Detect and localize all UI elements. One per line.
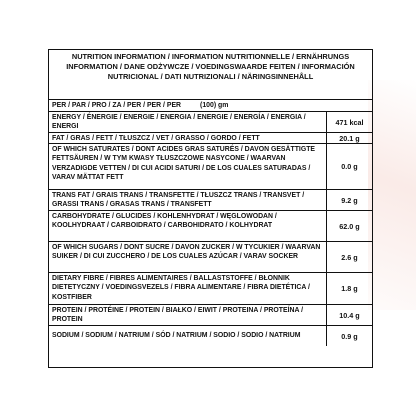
background-decoration	[368, 80, 416, 310]
nutrient-name: FAT / GRAS / FETT / TŁUSZCZ / VET / GRASSO / GORDO / FETT	[52, 135, 260, 142]
per-serving-row	[49, 100, 372, 112]
nutrient-row-energy	[49, 112, 372, 133]
nutrient-name: PROTEIN / PROTÉINE / PROTEIN / BIAŁKO / EIWIT / PROTEINA / PROTEÍNA / PROTEIN	[52, 307, 304, 324]
nutrient-row-fat	[49, 133, 372, 144]
nutrient-name: DIETARY FIBRE / FIBRES ALIMENTAIRES / BALLASTSTOFFE / BŁONNIK DIETETYCZNY / VOEDINGSVEZELS / FIBRA ALIMENTARE / FIBRA DIETÉTICA / KOSTFIBER	[52, 275, 310, 301]
nutrient-row-sodium	[49, 326, 372, 346]
nutrient-value: 62.0 g	[326, 211, 372, 241]
nutrient-name: OF WHICH SUGARS / DONT SUCRE / DAVON ZUCKER / W TYCUKIER / WAARVAN SUIKER / DI CUI ZUCCHERO / DE LOS CUALES AZÚCAR / VARAV SOCKER	[52, 244, 321, 261]
nutrient-value: 10.4 g	[326, 305, 372, 325]
nutrient-row-trans-fat	[49, 190, 372, 211]
nutrient-row-dietary-fibre	[49, 273, 372, 305]
nutrient-row-saturates	[49, 144, 372, 190]
nutrient-value: 2.6 g	[326, 242, 372, 272]
nutrient-name: CARBOHYDRATE / GLUCIDES / KOHLENHYDRAT / WĘGLOWODAN / KOOLHYDRAAT / CARBOIDRATO / CARBOHIDRATO / KOLHYDRAT	[52, 213, 277, 230]
nutrient-name: OF WHICH SATURATES / DONT ACIDES GRAS SATURÉS / DAVON GESÄTTIGTE FETTSÄUREN / W TYM KWASY TŁUSZCZOWE NASYCONE / WAARVAN VERZADIGDE VETTEN / DI CUI ACIDI SATURI / DE LOS CUALES SATURADAS / VARAV MÄTTAT FETT	[52, 146, 315, 181]
nutrient-name: TRANS FAT / GRAIS TRANS / TRANSFETTE / TŁUSZCZ TRANS / TRANSVET / GRASSI TRANS / GRASAS TRANS / TRANSFETT	[52, 192, 305, 209]
per-serving-unit: (100) gm	[200, 102, 229, 109]
nutrient-value: 20.1 g	[326, 133, 372, 143]
nutrient-value: 1.8 g	[326, 273, 372, 304]
nutrient-value: 471 kcal	[326, 112, 372, 132]
per-serving-label: PER / PAR / PRO / ZA / PER / PER / PER	[52, 102, 182, 109]
nutrient-name: SODIUM / SODIUM / NATRIUM / SÓD / NATRIUM / SODIO / SODIO / NATRIUM	[52, 332, 301, 340]
nutrient-row-sugars	[49, 242, 372, 273]
nutrient-name: ENERGY / ÉNERGIE / ENERGIE / ENERGIA / ENERGIE / ENERGÍA / ENERGIA / ENERGI	[52, 114, 306, 131]
nutrient-value: 0.0 g	[326, 144, 372, 189]
nutrient-value: 9.2 g	[326, 190, 372, 210]
per-serving-cell	[49, 100, 372, 111]
nutrient-row-carbohydrate	[49, 211, 372, 242]
nutrient-row-protein	[49, 305, 372, 326]
nutrient-value: 0.9 g	[326, 326, 372, 346]
nutrition-title: NUTRITION INFORMATION / INFORMATION NUTRITIONNELLE / ERNÄHRUNGS INFORMATION / DANE ODŻYWCZE / VOEDINGSWAARDE FEITEN / INFORMACIÓN NUTRICIONAL / DATI NUTRIZIONALI / NÄRINGSINNEHÅLL	[49, 50, 372, 100]
nutrition-label	[48, 49, 373, 368]
